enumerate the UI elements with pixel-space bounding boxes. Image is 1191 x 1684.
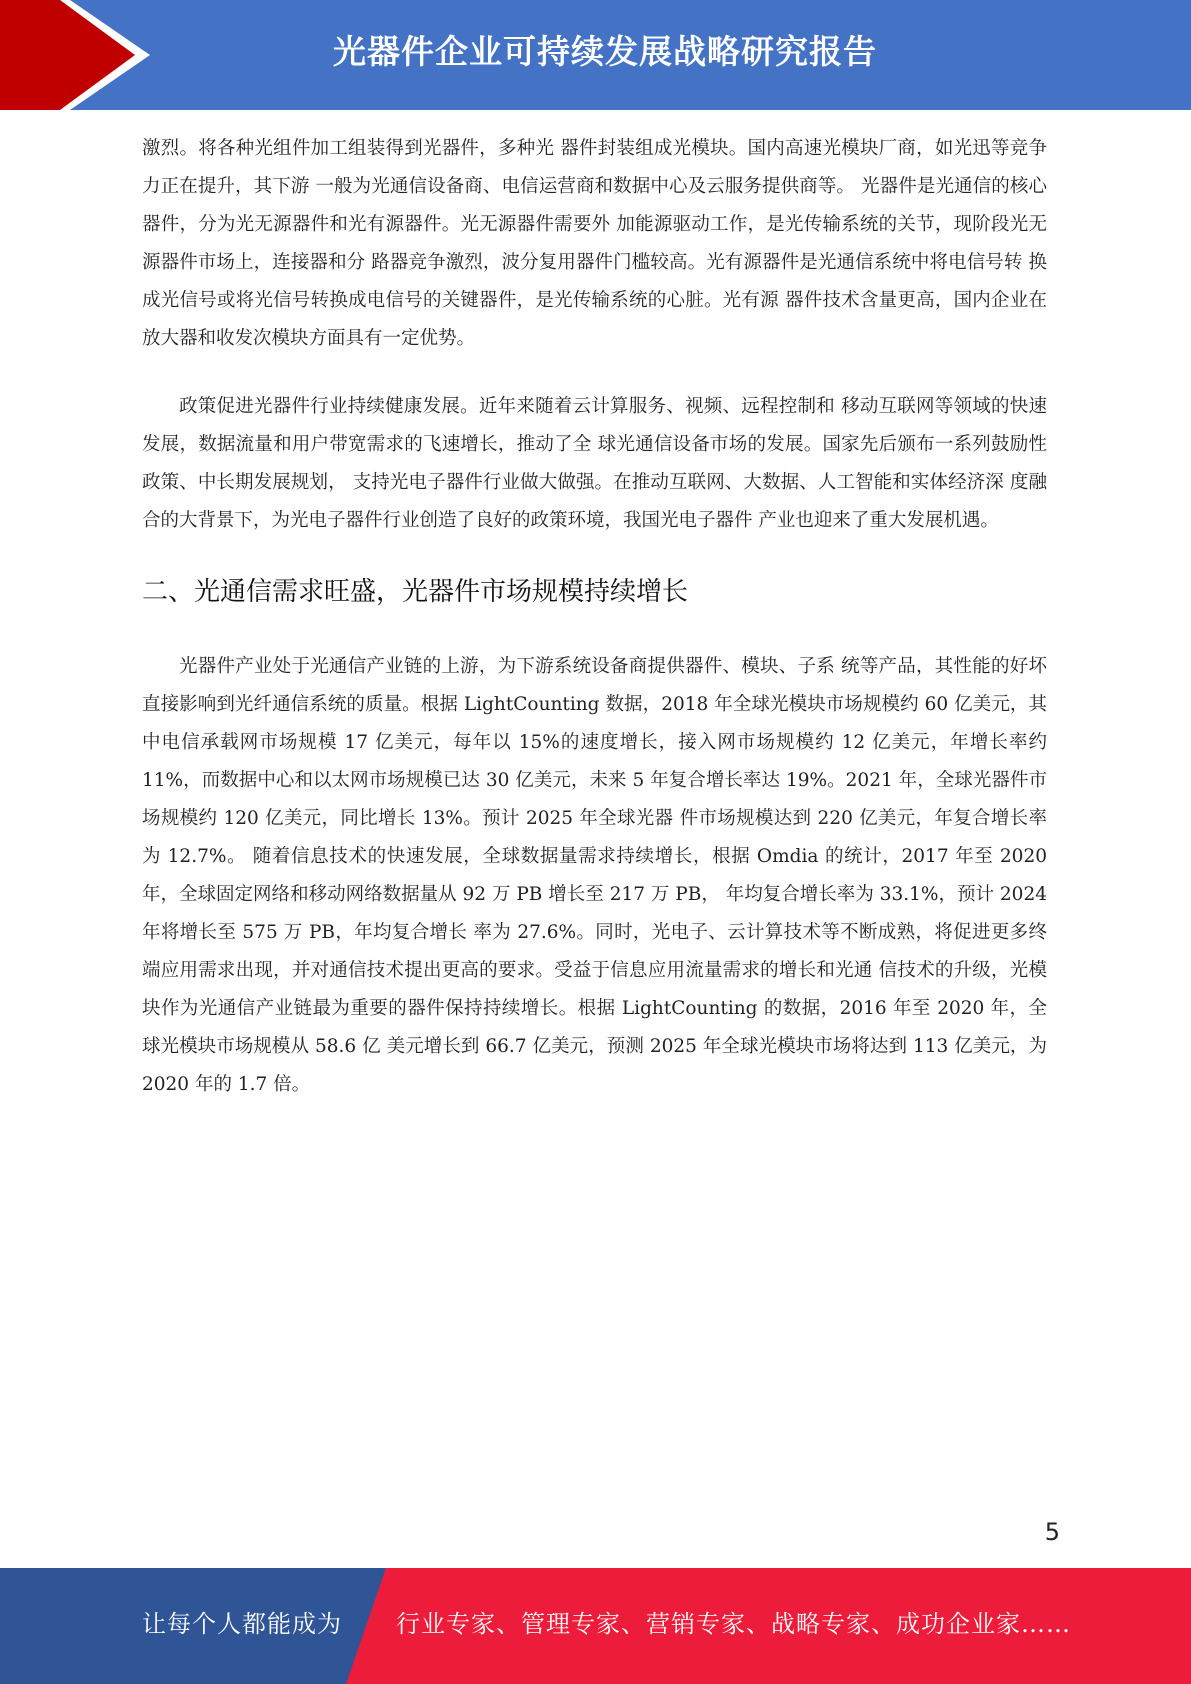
section-heading: 二、光通信需求旺盛，光器件市场规模持续增长: [142, 577, 689, 607]
page-number: 5: [1044, 1518, 1060, 1546]
page-content: [142, 130, 1047, 1104]
footer-banner: [0, 1568, 1191, 1684]
body-paragraph: 政策促进光器件行业持续健康发展。近年来随着云计算服务、视频、远程控制和 移动互联网等领域的快速发展，数据流量和用户带宽需求的飞速增长，推动了全 球光通信设备市场的发展。国家先后颁布一系列鼓励性政策、中长期发展规划， 支持光电子器件行业做大做强。在推动互联网、大数据、人工智能和实体经济深 度融合的大背景下，为光电子器件行业创造了良好的政策环境，我国光电子器件 产业也迎来了重大发展机遇。: [142, 396, 1047, 531]
body-paragraph: 光器件产业处于光通信产业链的上游，为下游系统设备商提供器件、模块、子系 统等产品，其性能的好坏直接影响到光纤通信系统的质量。根据 LightCounting 数据，2018 年全球光模块市场规模约 60 亿美元，其中电信承载网市场规模 17 亿美元，每年以 15%的速度增长，接入网市场规模约 12 亿美元，年增长率约 11%，而数据中心和以太网市场规模已达 30 亿美元，未来 5 年复合增长率达 19%。2021 年，全球光器件市场规模约 120 亿美元，同比增长 13%。预计 2025 年全球光器 件市场规模达到 220 亿美元，年复合增长率为 12.7%。 随着信息技术的快速发展，全球数据量需求持续增长，根据 Omdia 的统计，2017 年至 2020 年，全球固定网络和移动网络数据量从 92 万 PB 增长至 217 万 PB， 年均复合增长率为 33.1%，预计 2024 年将增长至 575 万 PB，年均复合增长 率为 27.6%。同时，光电子、云计算技术等不断成熟，将促进更多终端应用需求出现，并对通信技术提出更高的要求。受益于信息应用流量需求的增长和光通 信技术的升级，光模块作为光通信产业链最为重要的器件保持持续增长。根据 LightCounting 的数据，2016 年至 2020 年，全球光模块市场规模从 58.6 亿 美元增长到 66.7 亿美元，预测 2025 年全球光模块市场将达到 113 亿美元，为 2020 年的 1.7 倍。: [142, 656, 1047, 1095]
header-arrow-decoration: [0, 0, 160, 110]
body-paragraph: 激烈。将各种光组件加工组装得到光器件，多种光 器件封装组成光模块。国内高速光模块厂商，如光迅等竞争力正在提升，其下游 一般为光通信设备商、电信运营商和数据中心及云服务提供商等。 光器件是光通信的核心器件，分为光无源器件和光有源器件。光无源器件需要外 加能源驱动工作，是光传输系统的关节，现阶段光无源器件市场上，连接器和分 路器竞争激烈，波分复用器件门槛较高。光有源器件是光通信系统中将电信号转 换成光信号或将光信号转换成电信号的关键器件，是光传输系统的心脏。光有源 器件技术含量更高，国内企业在放大器和收发次模块方面具有一定优势。: [142, 138, 1047, 349]
footer-slogan-right: 行业专家、管理专家、营销专家、战略专家、成功企业家……: [396, 1610, 1071, 1638]
document-title: 光器件企业可持续发展战略研究报告: [333, 32, 877, 71]
footer-slogan-left: 让每个人都能成为: [142, 1610, 342, 1638]
